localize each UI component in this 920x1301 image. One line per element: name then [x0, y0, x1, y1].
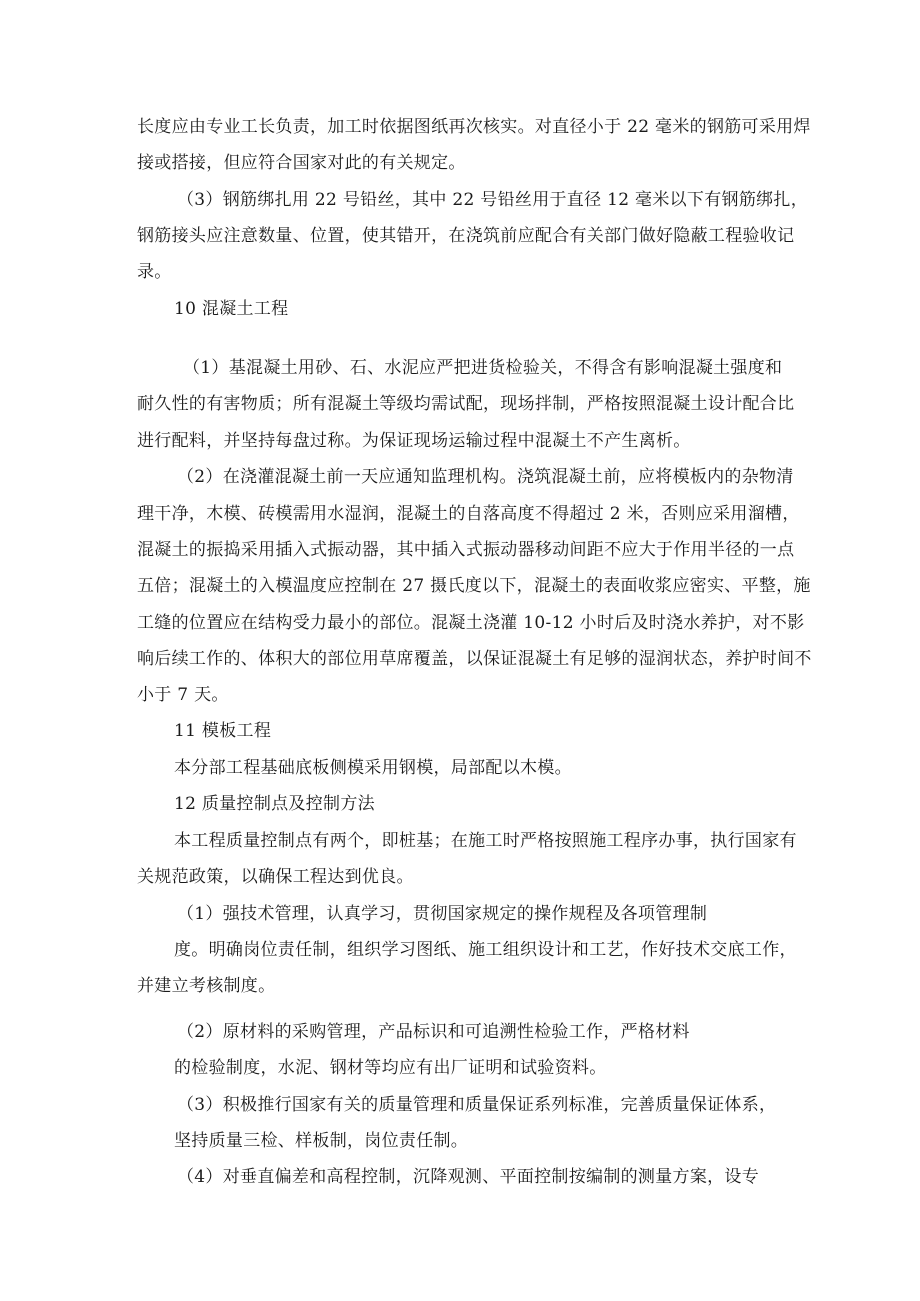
text-line: （2）在浇灌混凝土前一天应通知监理机构。浇筑混凝土前，应将模板内的杂物清 — [177, 467, 794, 487]
text-line: 钢筋接头应注意数量、位置，使其错开，在浇筑前应配合有关部门做好隐蔽工程验收记 — [137, 226, 795, 246]
text-line: 录。 — [137, 262, 172, 282]
section-heading: 10 混凝土工程 — [174, 299, 289, 319]
section-heading: 11 模板工程 — [174, 721, 272, 741]
text-line: 接或搭接，但应符合国家对此的有关规定。 — [137, 153, 466, 173]
text-line: 理干净，木模、砖模需用水湿润，混凝土的自落高度不得超过 2 米，否则应采用溜槽， — [137, 504, 800, 524]
text-line: 进行配料，并坚持每盘过称。为保证现场运输过程中混凝土不产生离析。 — [137, 431, 691, 451]
text-line: 关规范政策，以确保工程达到优良。 — [137, 867, 414, 887]
text-line: 长度应由专业工长负责，加工时依据图纸再次核实。对直径小于 22 毫米的钢筋可采用焊 — [137, 117, 811, 137]
text-line: 度。明确岗位责任制，组织学习图纸、施工组织设计和工艺，作好技术交底工作， — [174, 940, 797, 960]
text-line: （2）原材料的采购管理，产品标识和可追溯性检验工作，严格材料 — [177, 1022, 690, 1042]
text-line: 混凝土的振捣采用插入式振动器，其中插入式振动器移动间距不应大于作用半径的一点 — [137, 540, 795, 560]
text-line: 坚持质量三检、样板制，岗位责任制。 — [174, 1131, 469, 1151]
text-line: 本分部工程基础底板侧模采用钢模，局部配以木模。 — [174, 758, 572, 778]
text-line: 本工程质量控制点有两个，即桩基；在施工时严格按照施工程序办事，执行国家有 — [174, 831, 797, 851]
text-line: 的检验制度，水泥、钢材等均应有出厂证明和试验资料。 — [174, 1058, 607, 1078]
text-line: （1）强技术管理，认真学习，贯彻国家规定的操作规程及各项管理制 — [177, 904, 708, 924]
text-line: 耐久性的有害物质；所有混凝土等级均需试配，现场拌制，严格按照混凝土设计配合比 — [137, 394, 795, 414]
text-line: 工缝的位置应在结构受力最小的部位。混凝土浇灌 10-12 小时后及时浇水养护，对不影 — [137, 613, 805, 633]
text-line: 五倍；混凝土的入模温度应控制在 27 摄氏度以下，混凝土的表面收浆应密实、平整，施 — [137, 576, 811, 596]
text-line: （3）钢筋绑扎用 22 号铅丝，其中 22 号铅丝用于直径 12 毫米以下有钢筋绑扎， — [177, 190, 809, 210]
text-line: 响后续工作的、体积大的部位用草席覆盖，以保证混凝土有足够的湿润状态，养护时间不 — [137, 649, 812, 669]
text-line: （4）对垂直偏差和高程控制，沉降观测、平面控制按编制的测量方案，设专 — [177, 1167, 760, 1187]
text-line: （1）基混凝土用砂、石、水泥应严把进货检验关，不得含有影响混凝土强度和 — [183, 358, 783, 378]
text-line: 小于 7 天。 — [137, 685, 229, 705]
text-line: （3）积极推行国家有关的质量管理和质量保证系列标准，完善质量保证体系， — [177, 1095, 777, 1115]
section-heading: 12 质量控制点及控制方法 — [174, 794, 375, 814]
text-line: 并建立考核制度。 — [137, 976, 276, 996]
